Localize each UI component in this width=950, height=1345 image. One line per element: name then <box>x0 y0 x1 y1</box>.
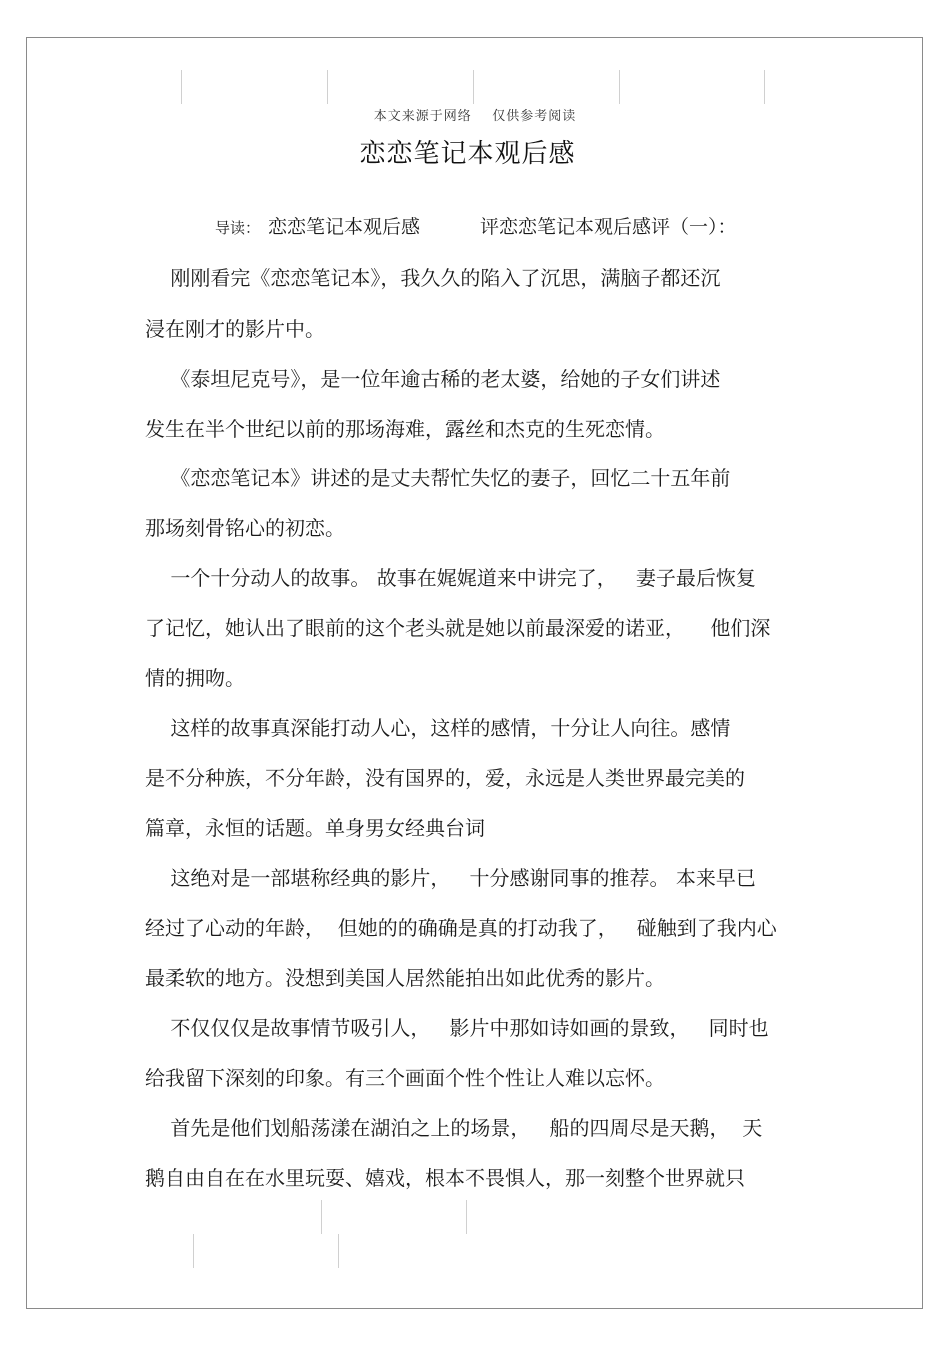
document-title: 恋恋笔记本观后感 <box>359 139 576 169</box>
body-line: 了记忆，她认出了眼前的这个老头就是她以前最深爱的诺亚， 他们深 <box>145 616 771 640</box>
body-line: 不仅仅仅是故事情节吸引人， 影片中那如诗如画的景致， 同时也 <box>145 1016 769 1040</box>
body-line: 发生在半个世纪以前的那场海难，露丝和杰克的生死恋情。 <box>145 417 665 441</box>
body-line: 浸在刚才的影片中。 <box>145 317 325 341</box>
body-line: 这样的故事真深能打动人心，这样的感情，十分让人向往。感情 <box>145 716 731 740</box>
bottom-tick-mark <box>338 1234 339 1268</box>
body-line: 鹅自由自在在水里玩耍、嬉戏，根本不畏惧人，那一刻整个世界就只 <box>145 1166 745 1190</box>
body-line: 首先是他们划船荡漾在湖泊之上的场景， 船的四周尽是天鹅， 天 <box>145 1116 763 1140</box>
body-line: 那场刻骨铭心的初恋。 <box>145 516 345 540</box>
bottom-tick-mark <box>466 1200 467 1234</box>
top-tick-mark <box>764 70 765 104</box>
body-line: 刚刚看完《恋恋笔记本》，我久久的陷入了沉思，满脑子都还沉 <box>145 266 721 290</box>
body-line: 《泰坦尼克号》，是一位年逾古稀的老太婆，给她的子女们讲述 <box>145 367 721 391</box>
top-tick-mark <box>327 70 328 104</box>
top-tick-mark <box>619 70 620 104</box>
body-line: 一个十分动人的故事。 故事在娓娓道来中讲完了， 妻子最后恢复 <box>145 566 756 590</box>
top-tick-mark <box>181 70 182 104</box>
bottom-tick-mark <box>193 1234 194 1268</box>
top-tick-mark <box>473 70 474 104</box>
body-line: 这绝对是一部堪称经典的影片， 十分感谢同事的推荐。 本来早已 <box>145 866 756 890</box>
body-line: 情的拥吻。 <box>145 666 245 690</box>
bottom-tick-mark <box>321 1200 322 1234</box>
intro-title: 恋恋笔记本观后感 <box>268 216 421 238</box>
source-note: 本文来源于网络 仅供参考阅读 <box>373 109 577 124</box>
body-line: 《恋恋笔记本》讲述的是丈夫帮忙失忆的妻子，回忆二十五年前 <box>145 466 731 490</box>
intro-label: 导读： <box>215 219 261 237</box>
body-line: 最柔软的地方。没想到美国人居然能拍出如此优秀的影片。 <box>145 966 665 990</box>
body-line: 给我留下深刻的印象。有三个画面个性个性让人难以忘怀。 <box>145 1066 665 1090</box>
body-line: 篇章，永恒的话题。单身男女经典台词 <box>145 816 485 840</box>
body-line: 是不分种族，不分年龄，没有国界的，爱，永远是人类世界最完美的 <box>145 766 745 790</box>
intro-subtitle: 评恋恋笔记本观后感评（一）： <box>480 216 737 238</box>
body-line: 经过了心动的年龄， 但她的的确确是真的打动我了， 碰触到了我内心 <box>145 916 777 940</box>
intro-line <box>215 212 737 239</box>
